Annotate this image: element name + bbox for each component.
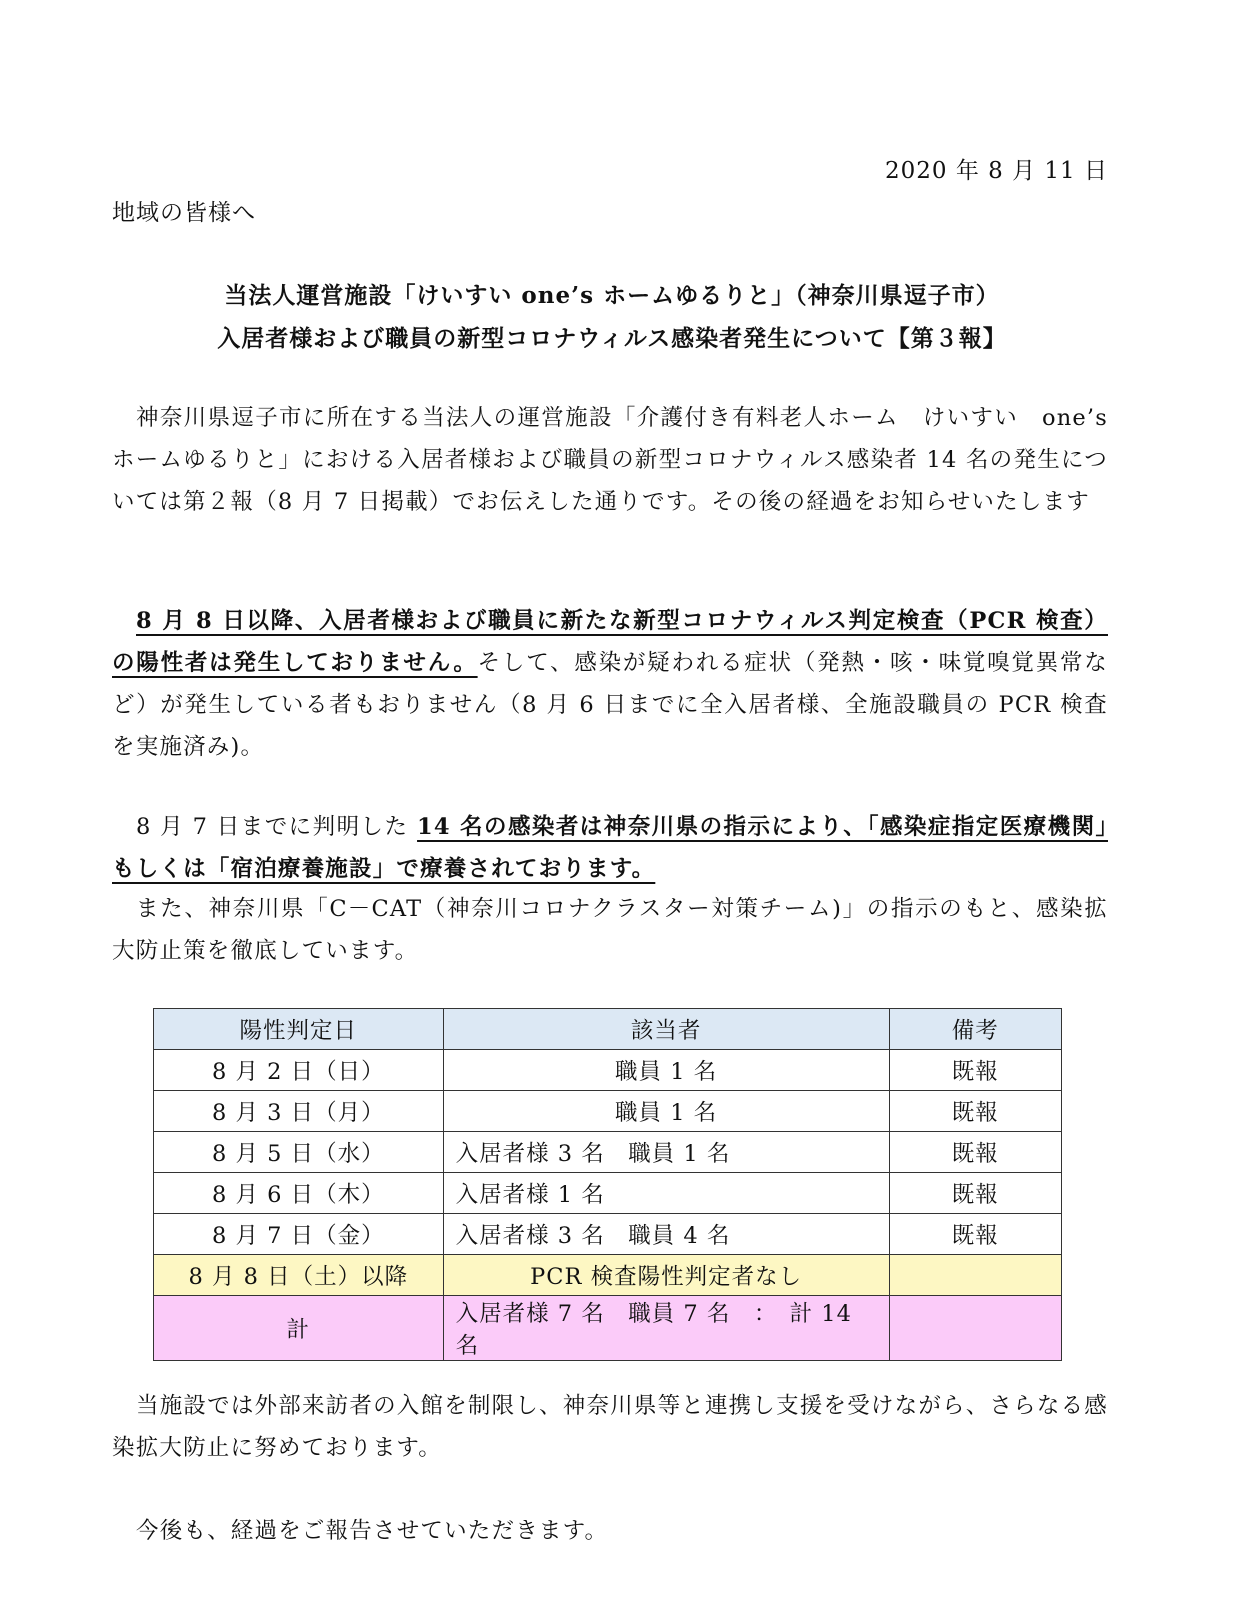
- table-row: [154, 1214, 1062, 1255]
- table-header-row: [154, 1009, 1062, 1050]
- row-persons: 入居者様 7 名 職員 7 名 ： 計 14 名: [443, 1296, 889, 1361]
- status-highlight: 8 月 8 日以降、入居者様および職員に新たな新型コロナウィルス判定検査（PCR 検査）の陽性者は発生しておりません。: [112, 608, 1108, 676]
- row-note: [889, 1296, 1061, 1361]
- table-row: [154, 1091, 1062, 1132]
- table-row: [154, 1050, 1062, 1091]
- paragraph-intro: 神奈川県逗子市に所在する当法人の運営施設「介護付き有料老人ホーム けいすい one’s ホームゆるりと」における入居者様および職員の新型コロナウィルス感染者 14 名の発生については第２報（8 月 7 日掲載）でお伝えした通りです。その後の経過をお知らせいたします: [112, 405, 1108, 515]
- row-date: 8 月 5 日（水）: [154, 1132, 444, 1173]
- row-persons: 入居者様 3 名 職員 4 名: [443, 1214, 889, 1255]
- row-date: 8 月 2 日（日）: [154, 1050, 444, 1091]
- table-row-total: [154, 1296, 1062, 1361]
- document-title-line2: 入居者様および職員の新型コロナウィルス感染者発生について【第３報】: [217, 325, 1007, 352]
- salutation: 地域の皆様へ: [112, 200, 256, 226]
- row-persons: 職員 1 名: [443, 1091, 889, 1132]
- row-note: 既報: [889, 1214, 1061, 1255]
- row-date: 8 月 7 日（金）: [154, 1214, 444, 1255]
- cases-table: [153, 1008, 1062, 1361]
- paragraph-treatment: [112, 806, 1108, 890]
- document-date: 2020 年 8 月 11 日: [885, 158, 1108, 184]
- row-note: 既報: [889, 1050, 1061, 1091]
- table-row-since: [154, 1255, 1062, 1296]
- table-row: [154, 1132, 1062, 1173]
- status-rest: そして、感染が疑われる症状（発熱・咳・味覚嗅覚異常など）が発生している者もおりません（8 月 6 日までに全入居者様、全施設職員の PCR 検査を実施済み)。: [112, 650, 1108, 760]
- paragraph-measures: 当施設では外部来訪者の入館を制限し、神奈川県等と連携し支援を受けながら、さらなる感染拡大防止に努めております。: [112, 1393, 1108, 1461]
- treatment-highlight: 14 名の感染者は神奈川県の指示により、「感染症指定医療機関」もしくは「宿泊療養施設」で療養されております。: [112, 814, 1108, 882]
- header-note: 備考: [889, 1009, 1061, 1050]
- row-note: [889, 1255, 1061, 1296]
- document-title-line1: 当法人運営施設「けいすい one’s ホームゆるりと」（神奈川県逗子市）: [224, 282, 1000, 309]
- row-note: 既報: [889, 1132, 1061, 1173]
- paragraph-prevention: また、神奈川県「C－CAT（神奈川コロナクラスター対策チーム)」の指示のもと、感染拡大防止策を徹底しています。: [112, 896, 1108, 964]
- row-date: 8 月 6 日（木）: [154, 1173, 444, 1214]
- row-date: 8 月 8 日（土）以降: [154, 1255, 444, 1296]
- row-persons: 職員 1 名: [443, 1050, 889, 1091]
- row-persons: 入居者様 3 名 職員 1 名: [443, 1132, 889, 1173]
- row-persons: 入居者様 1 名: [443, 1173, 889, 1214]
- paragraph-closing: 今後も、経過をご報告させていただきます。: [136, 1518, 609, 1544]
- header-date: 陽性判定日: [154, 1009, 444, 1050]
- row-note: 既報: [889, 1091, 1061, 1132]
- treatment-prefix: 8 月 7 日までに判明した: [136, 814, 418, 840]
- row-date: 計: [154, 1296, 444, 1361]
- row-note: 既報: [889, 1173, 1061, 1214]
- table-row: [154, 1173, 1062, 1214]
- row-persons: PCR 検査陽性判定者なし: [443, 1255, 889, 1296]
- header-persons: 該当者: [443, 1009, 889, 1050]
- paragraph-status: [112, 600, 1108, 768]
- row-date: 8 月 3 日（月）: [154, 1091, 444, 1132]
